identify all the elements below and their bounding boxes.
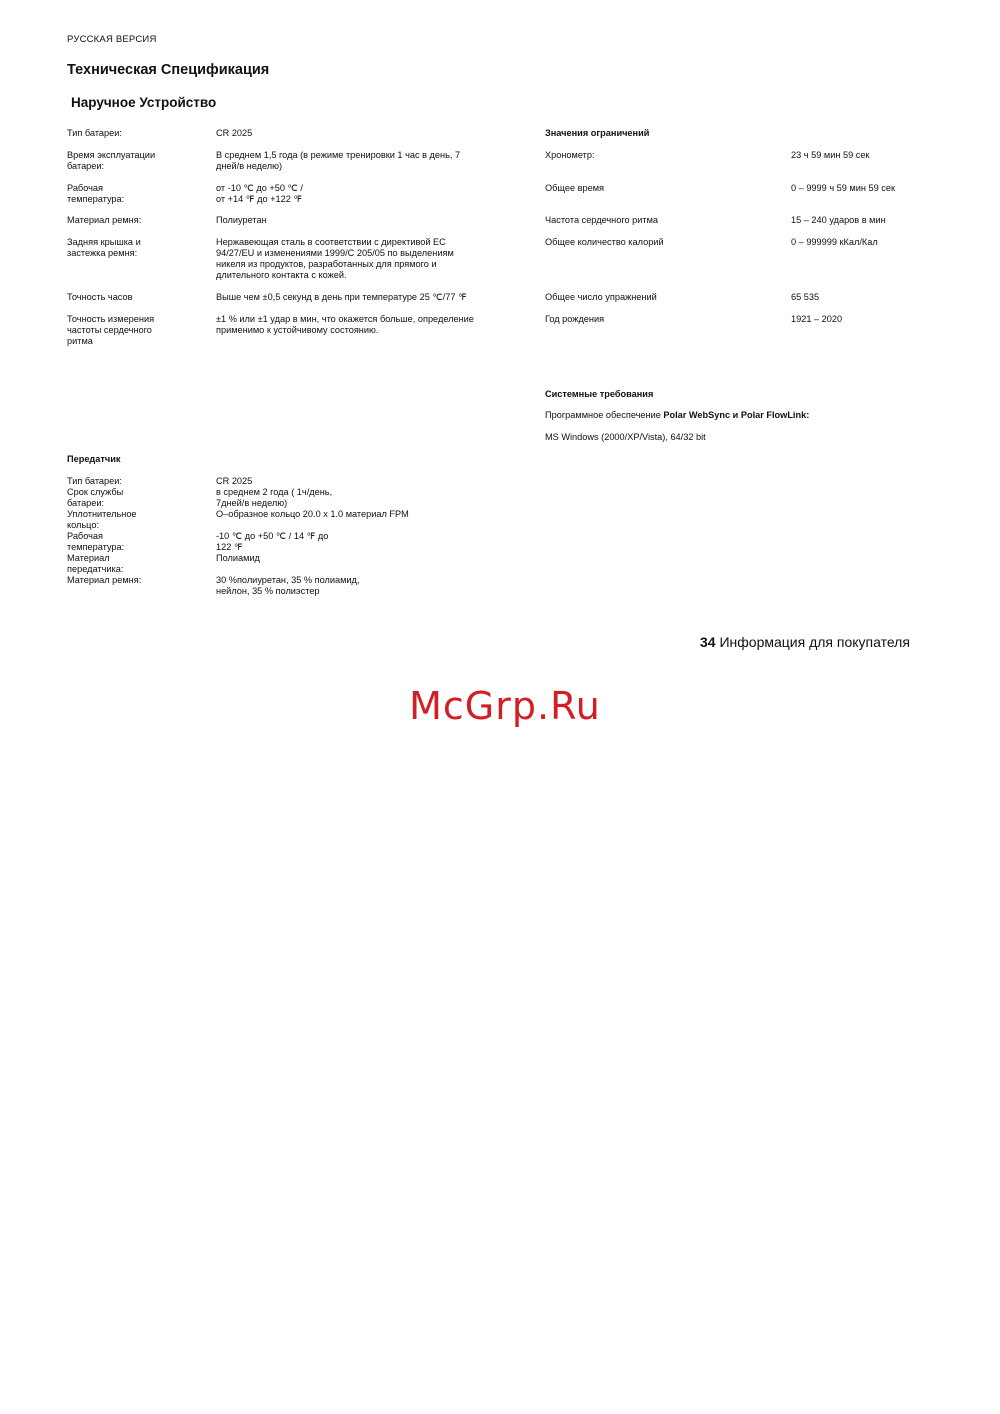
spec-label: Задняя крышка и застежка ремня: <box>67 237 141 258</box>
spec-label: Рабочая температура: <box>67 183 125 204</box>
page-number: 34 <box>700 634 716 650</box>
limit-value: 15 – 240 ударов в мин <box>791 215 886 225</box>
watermark-logo: McGrp.Ru <box>409 684 601 728</box>
limit-value: 0 – 999999 кКал/Кал <box>791 237 878 247</box>
limit-label: Год рождения <box>545 314 605 324</box>
spec-value: В среднем 1,5 года (в режиме тренировки 1 час в день, 7 дней/в неделю) <box>216 150 461 171</box>
page-title: Техническая Спецификация <box>67 62 270 78</box>
spec-value: CR 2025 <box>216 128 253 138</box>
software-line <box>545 410 809 421</box>
transmitter-labels: Тип батареи: Срок службы батареи: Уплотнительное кольцо: Рабочая температура: Материал передатчика: Материал ремня: <box>67 476 142 585</box>
software-name: Polar WebSync и Polar FlowLink: <box>663 410 810 420</box>
spec-value: Выше чем ±0,5 секунд в день при температуре 25 ℃/77 ℉ <box>216 292 467 302</box>
spec-label: Материал ремня: <box>67 215 142 225</box>
spec-value: Полиуретан <box>216 215 267 225</box>
transmitter-heading: Передатчик <box>67 454 121 464</box>
limit-value: 1921 – 2020 <box>791 314 843 324</box>
spec-value: от -10 ℃ до +50 ℃ / от +14 ℉ до +122 ℉ <box>216 183 303 204</box>
limit-value: 65 535 <box>791 292 820 302</box>
spec-label: Время эксплуатации батареи: <box>67 150 156 171</box>
limit-value: 23 ч 59 мин 59 сек <box>791 150 870 160</box>
limit-value: 0 – 9999 ч 59 мин 59 сек <box>791 183 895 193</box>
limit-label: Частота сердечного ритма <box>545 215 659 225</box>
limit-label: Общее время <box>545 183 605 193</box>
wrist-unit-heading: Наручное Устройство <box>71 95 217 110</box>
spec-label: Тип батареи: <box>67 128 122 138</box>
system-heading: Системные требования <box>545 389 654 399</box>
page-footer <box>700 634 910 650</box>
spec-value: ±1 % или ±1 удар в мин, что окажется больше, определение применимо к устойчивому состоянию. <box>216 314 474 335</box>
spec-label: Точность измерения частоты сердечного ритма <box>67 314 155 346</box>
limit-label: Хронометр: <box>545 150 595 160</box>
spec-value: Нержавеющая сталь в соответствии с директивой EC 94/27/EU и изменениями 1999/C 205/05 по выделениям никеля из продуктов, разработанных для прямого и длительного контакта с кожей. <box>216 237 454 280</box>
software-prefix: Программное обеспечение <box>545 410 664 420</box>
footer-section: Информация для покупателя <box>715 634 910 650</box>
language-label: РУССКАЯ ВЕРСИЯ <box>67 34 157 45</box>
transmitter-values: CR 2025 в среднем 2 года ( 1ч/день, 7дней/в неделю) O–образное кольцо 20.0 x 1.0 материал FPM -10 ℃ до +50 ℃ / 14 ℉ до 122 ℉ Полиамид 30 %полиуретан, 35 % полиамид, нейлон, 35 % полиэстер <box>216 476 409 596</box>
os-line: MS Windows (2000/XP/Vista), 64/32 bit <box>545 432 706 442</box>
limit-label: Общее количество калорий <box>545 237 664 247</box>
spec-label: Точность часов <box>67 292 133 302</box>
limits-heading: Значения ограничений <box>545 128 650 138</box>
limit-label: Общее число упражнений <box>545 292 657 302</box>
